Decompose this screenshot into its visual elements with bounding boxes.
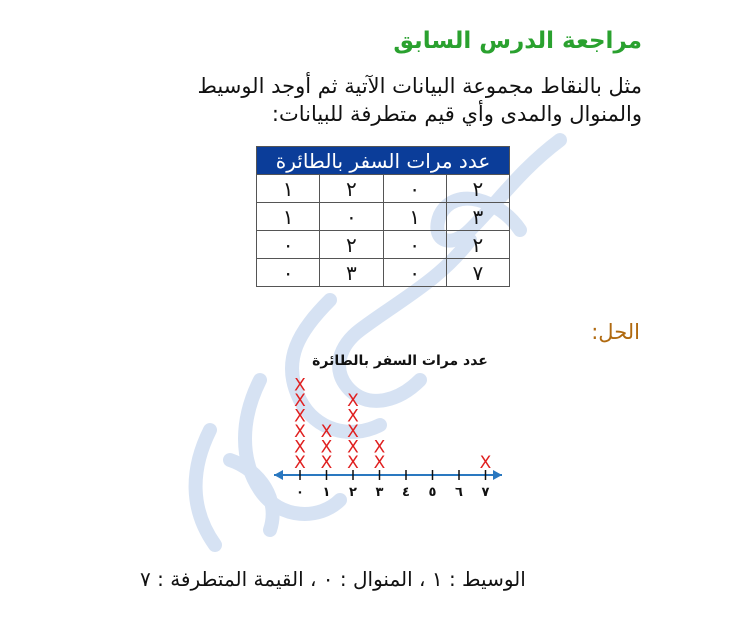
table-row [257,203,510,231]
tick-label: ٤ [402,485,410,500]
table-cell: ٠ [257,259,320,287]
table-row [257,231,510,259]
chart-title: عدد مرات السفر بالطائرة [312,353,488,369]
axis-arrow-right-icon [493,470,502,480]
solution-label: الحل: [591,320,640,344]
line-plot-chart [270,345,510,515]
data-point-x-mark: X [373,453,386,473]
table-cell: ٣ [320,259,383,287]
answer-text: الوسيط : ١ ، المنوال : ٠ ، القيمة المتطرفة : ٧ [140,567,526,591]
table-cell: ٢ [320,231,383,259]
data-point-x-mark: X [347,391,359,411]
data-point-x-mark: X [294,391,306,411]
tick-label: ١ [322,485,331,500]
data-point-x-mark: X [347,406,359,427]
axis-arrow-left-icon [274,470,283,480]
table-cell: ٣ [446,203,509,231]
data-point-x-mark: X [373,437,386,458]
data-point-x-mark: X [294,375,306,396]
table-cell: ٢ [446,231,509,259]
data-point-x-mark: X [347,422,359,442]
table-row [257,175,510,203]
data-point-x-mark: X [294,406,306,427]
page-title: مراجعة الدرس السابق [393,28,642,54]
tick-label: ٣ [375,485,384,500]
table-cell: ١ [257,175,320,203]
data-point-x-mark: X [320,422,333,442]
table-cell: ٢ [446,175,509,203]
question-text: مثل بالنقاط مجموعة البيانات الآتية ثم أوجد الوسيط والمنوال والمدى وأي قيم متطرفة للبيانات: [197,74,642,126]
table-row [257,259,510,287]
data-point-x-mark: X [479,453,492,473]
table-header: عدد مرات السفر بالطائرة [257,147,510,175]
data-point-x-mark: X [320,437,333,458]
tick-label: ٥ [428,485,437,500]
table-cell: ٠ [383,175,446,203]
table-cell: ٧ [446,259,509,287]
table-cell: ١ [383,203,446,231]
table-cell: ١ [257,203,320,231]
table-cell: ٠ [383,231,446,259]
tick-label: ٧ [481,485,490,500]
tick-label: ٦ [455,485,463,500]
table-cell: ٠ [320,203,383,231]
data-table [256,146,510,287]
data-point-x-mark: X [320,453,333,473]
data-point-x-mark: X [294,422,306,442]
tick-label: ٠ [296,485,304,500]
table-cell: ٢ [320,175,383,203]
table-cell: ٠ [383,259,446,287]
data-point-x-mark: X [294,453,306,473]
data-point-x-mark: X [294,437,306,458]
tick-label: ٢ [349,485,357,500]
data-point-x-mark: X [347,453,359,473]
table-cell: ٠ [257,231,320,259]
data-point-x-mark: X [347,437,359,458]
